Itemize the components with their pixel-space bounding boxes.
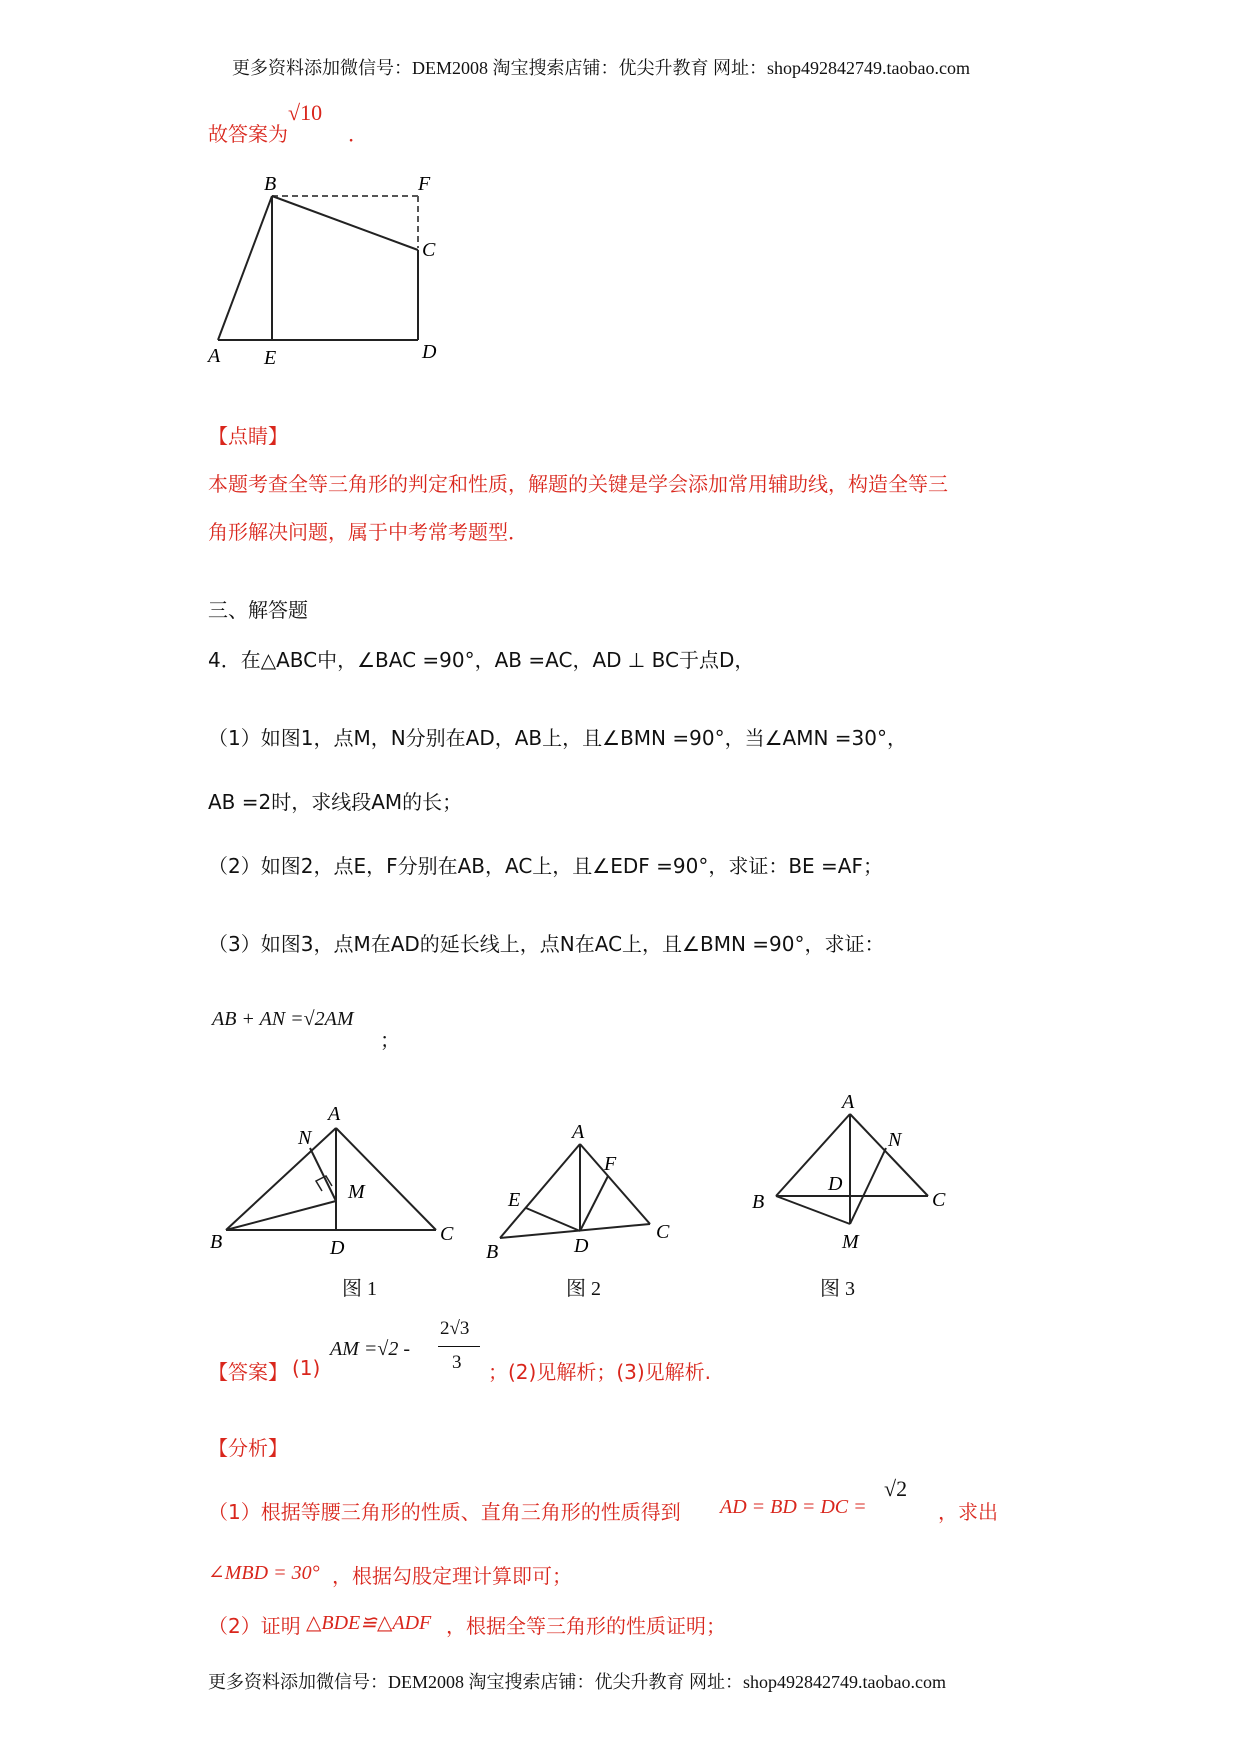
- answer-fraction-denominator: 3: [452, 1352, 462, 1373]
- analysis-part1-end: ，求出: [938, 1500, 998, 1524]
- fig1-AC: [336, 1128, 436, 1230]
- analysis-part2-text: ，根据全等三角形的性质证明；: [446, 1614, 726, 1638]
- analysis-part2-expression: △BDE≌△ADF: [306, 1612, 432, 1634]
- question-part1-line2: AB =2时，求线段AM的长；: [208, 790, 463, 814]
- fig2-label-B: B: [486, 1241, 499, 1263]
- fig3-label-B: B: [752, 1191, 765, 1213]
- figure-2-caption: 图 2: [566, 1278, 601, 1300]
- fig3-AC: [850, 1114, 928, 1196]
- fig2-label-C: C: [656, 1221, 670, 1243]
- label-C: C: [422, 239, 436, 261]
- question-part3-end: ；: [380, 1028, 400, 1052]
- fig2-label-E: E: [508, 1189, 521, 1211]
- analysis-part1-line1: （1）根据等腰三角形的性质、直角三角形的性质得到: [208, 1500, 681, 1524]
- figure-3: [742, 1088, 972, 1258]
- label-D: D: [422, 341, 437, 363]
- page-footer: 更多资料添加微信号：DEM2008 淘宝搜索店铺：优尖升教育 网址：shop492842749.taobao.com: [208, 1672, 946, 1692]
- seg-AB: [218, 196, 272, 340]
- fig1-label-B: B: [210, 1231, 223, 1253]
- fig2-label-D: D: [574, 1235, 589, 1257]
- fig3-label-C: C: [932, 1189, 946, 1211]
- question-part3-line2: AB + AN =√2AM: [212, 1008, 354, 1030]
- fig2-label-F: F: [604, 1153, 617, 1175]
- figure-top-quadrilateral: [200, 168, 460, 378]
- fig1-label-A: A: [328, 1103, 341, 1125]
- fig1-NM: [310, 1148, 336, 1201]
- fig1-label-M: M: [348, 1181, 365, 1203]
- question-stem: 4．在△ABC中，∠BAC =90°，AB =AC，AD ⊥ BC于点D，: [208, 648, 755, 672]
- fig2-ED: [526, 1208, 580, 1231]
- label-F: F: [418, 173, 431, 195]
- analysis-part1-value: √2: [884, 1476, 908, 1501]
- answer-fraction-bar: [438, 1346, 480, 1347]
- label-E: E: [264, 347, 277, 369]
- page-header: 更多资料添加微信号：DEM2008 淘宝搜索店铺：优尖升教育 网址：shop492842749.taobao.com: [232, 58, 970, 78]
- section-title: 三、解答题: [208, 598, 308, 622]
- analysis-part1-expression: AD = BD = DC =: [720, 1496, 867, 1518]
- answer-fraction-numerator: 2√3: [440, 1318, 470, 1339]
- answer-part1-prefix: (1): [292, 1356, 321, 1380]
- figure-1: [200, 1098, 470, 1268]
- answer-am-expression: AM =√2 -: [330, 1338, 411, 1360]
- fig3-label-M: M: [842, 1231, 859, 1253]
- figure-3-caption: 图 3: [820, 1278, 855, 1300]
- question-part1-line1: （1）如图1，点M，N分别在AD，AB上，且∠BMN =90°，当∠AMN =30°，: [208, 726, 907, 750]
- figure-1-caption: 图 1: [342, 1278, 377, 1300]
- analysis-part2-label: （2）证明: [208, 1614, 301, 1638]
- dianjing-line2: 角形解决问题，属于中考常考题型．: [208, 520, 528, 544]
- label-B: B: [264, 173, 277, 195]
- question-part3-line1: （3）如图3，点M在AD的延长线上，点N在AC上，且∠BMN =90°，求证：: [208, 932, 885, 956]
- prev-answer-end: ．: [348, 122, 368, 146]
- analysis-title: 【分析】: [208, 1436, 288, 1460]
- fig3-BM: [776, 1196, 850, 1224]
- fig2-DF: [580, 1176, 608, 1231]
- fig1-label-C: C: [440, 1223, 454, 1245]
- fig2-label-A: A: [572, 1121, 585, 1143]
- fig3-MN: [850, 1148, 886, 1224]
- dianjing-title: 【点睛】: [208, 424, 288, 448]
- question-part2: （2）如图2，点E，F分别在AB，AC上，且∠EDF =90°，求证：BE =AF；: [208, 854, 883, 878]
- answer-rest: ；(2)见解析；(3)见解析.: [488, 1360, 712, 1384]
- analysis-part1-line2-text: ，根据勾股定理计算即可；: [332, 1564, 572, 1588]
- fig1-label-N: N: [298, 1127, 312, 1149]
- figure-2: [478, 1118, 688, 1268]
- fig1-label-D: D: [330, 1237, 345, 1259]
- seg-BC: [272, 196, 418, 250]
- fig3-label-D: D: [828, 1173, 843, 1195]
- fig3-label-A: A: [842, 1091, 855, 1113]
- fig3-label-N: N: [888, 1129, 902, 1151]
- prev-answer-label: 故答案为: [208, 122, 288, 146]
- label-A: A: [208, 345, 221, 367]
- analysis-part1-line2-expression: ∠MBD = 30°: [208, 1562, 320, 1584]
- answer-label: 【答案】: [208, 1360, 288, 1384]
- prev-answer-value: √10: [288, 100, 323, 125]
- dianjing-line1: 本题考查全等三角形的判定和性质，解题的关键是学会添加常用辅助线，构造全等三: [208, 472, 948, 496]
